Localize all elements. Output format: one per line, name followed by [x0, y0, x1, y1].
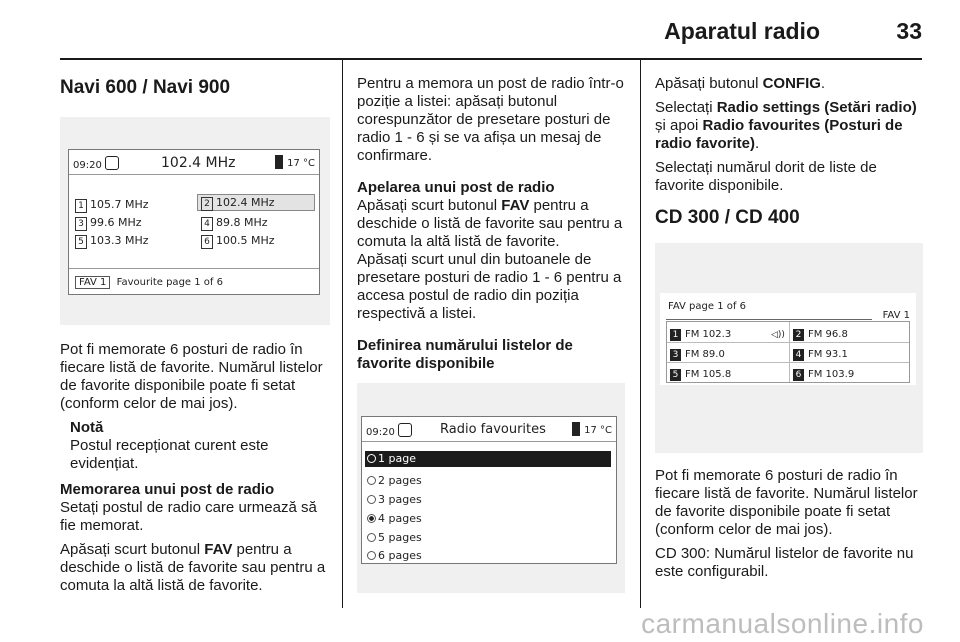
- cd-preset-3[interactable]: 3 FM 89.0: [670, 346, 725, 364]
- paragraph: Apăsați scurt butonul FAV pentru a deschide o listă de favorite sau pentru a comuta la altă listă de favorite.: [357, 197, 623, 250]
- paragraph: Apăsați scurt unul din butoanele de presetare posturi de radio 1 - 6 pentru a accesa postul de radio din poziția respectivă a listei.: [357, 251, 622, 322]
- clock-time: 09:20: [366, 427, 395, 438]
- screen-title: Radio favourites: [440, 422, 546, 437]
- option-5-pages[interactable]: 5 pages: [367, 529, 422, 547]
- column-divider-2: [640, 60, 641, 608]
- radio-icon: [367, 476, 376, 485]
- paragraph: Apăsați butonul CONFIG.: [655, 75, 826, 92]
- option-6-pages[interactable]: 6 pages: [367, 547, 422, 565]
- clock-time: 09:20: [73, 160, 102, 171]
- section-title-navi: Navi 600 / Navi 900: [60, 77, 231, 98]
- cd-preset-6[interactable]: 6 FM 103.9: [793, 366, 854, 384]
- paragraph: Pot fi memorate 6 posturi de radio în fiecare listă de favorite. Numărul listelor de favorite disponibile poate fi setat (conform celor de mai jos).: [60, 341, 323, 412]
- option-3-pages[interactable]: 3 pages: [367, 491, 422, 509]
- temperature: 17 °C: [584, 425, 612, 436]
- preset-1[interactable]: 1 105.7 MHz: [75, 196, 149, 214]
- paragraph: Setați postul de radio care urmează să fie memorat.: [60, 499, 317, 534]
- radio-icon: [367, 495, 376, 504]
- radio-icon: [367, 551, 376, 560]
- option-4-pages[interactable]: 4 pages: [367, 510, 422, 528]
- note-heading: Notă: [70, 419, 104, 436]
- preset-5[interactable]: 5 103.3 MHz: [75, 232, 149, 250]
- paragraph: Selectați Radio settings (Setări radio) și apoi Radio favourites (Posturi de radio favorite).: [655, 99, 917, 152]
- preset-3[interactable]: 3 99.6 MHz: [75, 214, 142, 232]
- column-2: [357, 75, 625, 593]
- paragraph: Selectați numărul dorit de liste de favorite disponibile.: [655, 159, 877, 194]
- paragraph: Pentru a memora un post de radio într-o poziție a listei: apăsați butonul corespunzător de presetare posturi de radio 1 - 6 și se va afișa un mesaj de confirmare.: [357, 75, 624, 164]
- preset-4[interactable]: 4 89.8 MHz: [201, 214, 268, 232]
- clock-icon: [398, 423, 412, 437]
- cd-preset-2[interactable]: 2 FM 96.8: [793, 326, 848, 344]
- thermometer-icon: [275, 155, 283, 169]
- watermark: carmanualsonline.info: [641, 608, 924, 639]
- header-title: Aparatul radio: [664, 18, 820, 44]
- cd-screen-figure: [655, 243, 923, 453]
- temperature: 17 °C: [287, 158, 315, 169]
- subheading: Apelarea unui post de radio: [357, 179, 555, 196]
- option-1-page[interactable]: 1 page: [365, 451, 611, 467]
- radio-icon: [367, 454, 376, 463]
- fav-label: FAV 1: [882, 310, 910, 321]
- preset-6[interactable]: 6 100.5 MHz: [201, 232, 275, 250]
- thermometer-icon: [572, 422, 580, 436]
- option-2-pages[interactable]: 2 pages: [367, 472, 422, 490]
- cd-preset-4[interactable]: 4 FM 93.1: [793, 346, 848, 364]
- column-1: [60, 75, 330, 601]
- page-number: 33: [896, 18, 922, 44]
- column-divider-1: [342, 60, 343, 608]
- subheading: Memorarea unui post de radio: [60, 481, 275, 498]
- cd-preset-5[interactable]: 5 FM 105.8: [670, 366, 731, 384]
- header-rule: [60, 58, 922, 60]
- speaker-icon: ◁)): [771, 330, 785, 340]
- paragraph: Apăsați scurt butonul FAV pentru a deschide o listă de favorite sau pentru a comuta la altă listă de favorite.: [60, 541, 326, 594]
- favourite-page-label: Favourite page 1 of 6: [116, 277, 223, 288]
- section-title-cd: CD 300 / CD 400: [655, 207, 800, 228]
- current-frequency: 102.4 MHz: [161, 155, 236, 171]
- radio-favourites-figure: [357, 383, 625, 593]
- paragraph: Pot fi memorate 6 posturi de radio în fiecare listă de favorite. Numărul listelor de favorite disponibile poate fi setat (conform celor de mai jos).: [655, 467, 918, 538]
- cd-preset-1[interactable]: 1 FM 102.3: [670, 326, 731, 344]
- navi-screen: [68, 149, 320, 295]
- column-3: [655, 75, 923, 587]
- cd-screen: [660, 293, 916, 385]
- subheading: Definirea numărului listelor de favorite disponibile: [357, 337, 573, 372]
- preset-2[interactable]: 2 102.4 MHz: [197, 194, 315, 211]
- fav-page-header: FAV page 1 of 6: [668, 301, 746, 312]
- radio-icon: [367, 533, 376, 542]
- fav-button[interactable]: FAV 1: [75, 276, 110, 289]
- clock-icon: [105, 156, 119, 170]
- radio-favourites-screen: [361, 416, 617, 564]
- radio-selected-icon: [367, 514, 376, 523]
- note-body: Postul recepționat curent este evidențiat.: [70, 437, 269, 472]
- paragraph: CD 300: Numărul listelor de favorite nu este configurabil.: [655, 545, 914, 580]
- navi-screen-figure: [60, 117, 330, 325]
